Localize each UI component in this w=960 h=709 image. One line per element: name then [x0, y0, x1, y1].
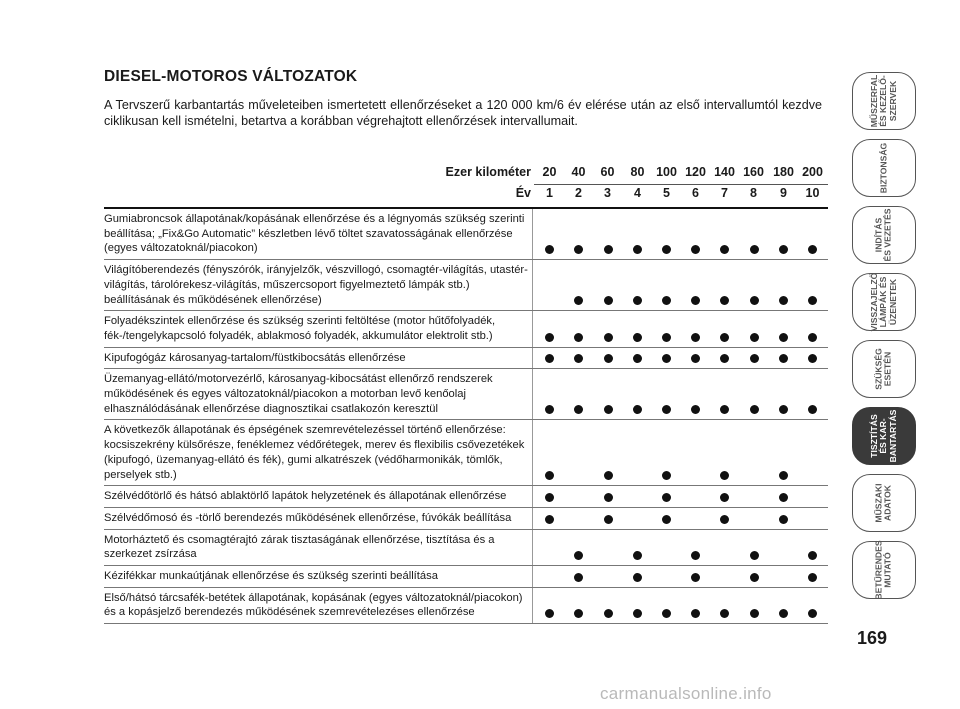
table-row: [104, 508, 828, 530]
table-row: [104, 209, 828, 260]
check-dot: [604, 333, 613, 342]
check-dot: [545, 515, 554, 524]
column-divider: [532, 486, 533, 507]
column-divider: [532, 566, 533, 587]
chapter-tab[interactable]: [852, 72, 916, 130]
check-dot: [604, 515, 613, 524]
column-divider: [532, 348, 533, 369]
maintenance-item: Kézifékkar munkaútjának ellenőrzése és szükség szerinti beállítása: [104, 570, 438, 583]
section-title: DIESEL-MOTOROS VÁLTOZATOK: [104, 68, 358, 85]
check-dot: [691, 354, 700, 363]
check-dot: [691, 245, 700, 254]
check-dot: [720, 296, 729, 305]
check-dot: [604, 354, 613, 363]
check-dot: [604, 471, 613, 480]
interval-marks: [534, 369, 828, 419]
chapter-tab-label: TISZTÍTÁS ÉS KAR- BANTARTÁS: [868, 409, 898, 463]
check-dot: [662, 296, 671, 305]
interval-marks: [534, 348, 828, 369]
check-dot: [662, 245, 671, 254]
check-dot: [779, 405, 788, 414]
interval-marks: [534, 260, 828, 310]
km-header-cell: 140: [714, 165, 735, 179]
check-dot: [808, 405, 817, 414]
km-header-row: [104, 163, 828, 184]
check-dot: [720, 245, 729, 254]
column-divider: [532, 530, 533, 565]
maintenance-item: Gumiabroncsok állapotának/kopásának ellenőrzése és a légnyomás szükség szerinti beállítása; „Fix&Go Automatic” készletben lévő töltet szavatosságának ellenőrzése (egyes változatoknál/piacokon): [104, 213, 525, 255]
check-dot: [604, 296, 613, 305]
check-dot: [750, 573, 759, 582]
maintenance-item: Motorháztető és csomagtérajtó zárak tisztaságának ellenőrzése, tisztítása és a szerkezet zsírzása: [104, 533, 495, 561]
check-dot: [691, 551, 700, 560]
check-dot: [808, 333, 817, 342]
check-dot: [574, 296, 583, 305]
check-dot: [720, 609, 729, 618]
year-header-cell: 8: [750, 186, 757, 200]
check-dot: [720, 333, 729, 342]
check-dot: [750, 405, 759, 414]
check-dot: [662, 493, 671, 502]
chapter-tab-label: BIZTONSÁG: [878, 142, 889, 194]
table-row: [104, 311, 828, 347]
year-header-row: [104, 184, 828, 205]
year-header-cells: [534, 184, 828, 205]
km-header-cell: 200: [802, 165, 823, 179]
check-dot: [808, 296, 817, 305]
page-number: 169: [857, 628, 888, 648]
check-dot: [750, 296, 759, 305]
check-dot: [750, 551, 759, 560]
intro-paragraph: A Tervszerű karbantartás műveleteiben ismertetett ellenőrzéseket a 120 000 km/6 év elérése után az első intervallumtól kezdve ciklikusan kell ismételni, betartva a korábban végrehajtott ellenőrzések intervallumait.: [104, 98, 822, 128]
column-divider: [532, 588, 533, 623]
chapter-tab-label: INDÍTÁS ÉS VEZETÉS: [873, 208, 893, 262]
check-dot: [633, 296, 642, 305]
check-dot: [779, 296, 788, 305]
check-dot: [574, 354, 583, 363]
chapter-tab[interactable]: [852, 206, 916, 264]
km-header-cell: 80: [630, 165, 645, 179]
km-header-label: Ezer kilométer: [445, 165, 531, 179]
column-divider: [532, 209, 533, 259]
check-dot: [633, 354, 642, 363]
interval-marks: [534, 566, 828, 587]
check-dot: [808, 354, 817, 363]
check-dot: [691, 333, 700, 342]
check-dot: [633, 609, 642, 618]
chapter-tab[interactable]: [852, 541, 916, 599]
table-row: [104, 530, 828, 566]
check-dot: [604, 245, 613, 254]
check-dot: [750, 333, 759, 342]
check-dot: [808, 573, 817, 582]
maintenance-item: Első/hátsó tárcsafék-betétek állapotának, kopásának (egyes változatoknál/piacokon) és a kopásjelző berendezés működésének szemrevételezéses ellenőrzése: [104, 591, 523, 619]
km-header-cell: 60: [600, 165, 615, 179]
check-dot: [545, 333, 554, 342]
interval-marks: [534, 486, 828, 507]
column-divider: [532, 311, 533, 346]
year-header-cell: 2: [575, 186, 582, 200]
check-dot: [691, 296, 700, 305]
check-dot: [779, 493, 788, 502]
check-dot: [779, 471, 788, 480]
check-dot: [750, 354, 759, 363]
table-row: [104, 566, 828, 588]
check-dot: [545, 405, 554, 414]
check-dot: [720, 405, 729, 414]
km-header-cell: 40: [571, 165, 586, 179]
check-dot: [545, 609, 554, 618]
check-dot: [691, 609, 700, 618]
check-dot: [808, 245, 817, 254]
check-dot: [662, 354, 671, 363]
year-header-cell: 7: [721, 186, 728, 200]
chapter-tab[interactable]: [852, 139, 916, 197]
table-row: [104, 420, 828, 486]
year-header-cell: 1: [546, 186, 553, 200]
km-header-cell: 160: [743, 165, 764, 179]
check-dot: [633, 245, 642, 254]
year-header-cell: 3: [604, 186, 611, 200]
year-header-cell: 5: [663, 186, 670, 200]
check-dot: [779, 354, 788, 363]
km-header-cell: 20: [542, 165, 557, 179]
check-dot: [574, 609, 583, 618]
check-dot: [662, 333, 671, 342]
chapter-tab-label: BETŰRENDES MUTATÓ: [873, 540, 893, 600]
table-row: [104, 486, 828, 508]
check-dot: [662, 609, 671, 618]
check-dot: [662, 515, 671, 524]
interval-marks: [534, 530, 828, 565]
check-dot: [633, 551, 642, 560]
chapter-tab-label: SZÜKSÉG ESETÉN: [873, 348, 893, 390]
check-dot: [779, 609, 788, 618]
check-dot: [691, 405, 700, 414]
maintenance-item: Világítóberendezés (fényszórók, irányjelzők, vészvillogó, csomagtér-világítás, utastér-világítás, tárolórekesz-világítás, műszercsoport figyelmeztető lámpák stb.) beállításának és működésének ellenőrzése): [104, 264, 528, 306]
km-header-cell: 180: [773, 165, 794, 179]
check-dot: [720, 471, 729, 480]
year-header-label: Év: [515, 186, 531, 200]
chapter-tab-label: MŰSZERFAL ÉS KEZELŐ- SZERVEK: [868, 74, 898, 128]
year-header-cell: 9: [780, 186, 787, 200]
chapter-tab[interactable]: [852, 340, 916, 398]
check-dot: [779, 333, 788, 342]
check-dot: [779, 245, 788, 254]
year-header-cell: 6: [692, 186, 699, 200]
column-divider: [532, 369, 533, 419]
check-dot: [545, 493, 554, 502]
maintenance-item: Kipufogógáz károsanyag-tartalom/füstkibocsátás ellenőrzése: [104, 351, 406, 364]
maintenance-item: Szélvédőtörlő és hátsó ablaktörlő lapátok helyzetének és állapotának ellenőrzése: [104, 490, 507, 503]
check-dot: [720, 515, 729, 524]
check-dot: [720, 493, 729, 502]
table-row: [104, 260, 828, 311]
check-dot: [779, 515, 788, 524]
check-dot: [604, 609, 613, 618]
year-header-cell: 4: [634, 186, 641, 200]
check-dot: [545, 354, 554, 363]
check-dot: [750, 245, 759, 254]
interval-marks: [534, 588, 828, 623]
check-dot: [545, 471, 554, 480]
maintenance-item: Üzemanyag-ellátó/motorvezérlő, károsanyag-kibocsátást ellenőrző rendszerek működésének és egyes változatoknál/piacokon a motorban levő kenőolaj elhasználódásának ellenőrzése diagnosztikai csatlakozón keresztül: [104, 373, 493, 415]
maintenance-item: Szélvédőmosó és -törlő berendezés működésének ellenőrzése, fúvókák beállítása: [104, 511, 512, 524]
km-header-cell: 100: [656, 165, 677, 179]
chapter-tab-label: VISSZAJELZŐ LÁMPÁK ÉS ÜZENETEK: [868, 272, 898, 332]
check-dot: [574, 573, 583, 582]
check-dot: [808, 551, 817, 560]
check-dot: [633, 333, 642, 342]
column-divider: [532, 260, 533, 310]
interval-marks: [534, 420, 828, 485]
check-dot: [808, 609, 817, 618]
watermark: carmanualsonline.info: [600, 684, 772, 703]
interval-marks: [534, 209, 828, 259]
check-dot: [604, 493, 613, 502]
maintenance-table: [104, 163, 828, 624]
check-dot: [750, 609, 759, 618]
check-dot: [545, 245, 554, 254]
chapter-tab[interactable]: [852, 273, 916, 331]
interval-marks: [534, 311, 828, 346]
check-dot: [633, 573, 642, 582]
year-header-cell: 10: [805, 186, 820, 200]
check-dot: [633, 405, 642, 414]
check-dot: [662, 405, 671, 414]
km-header-cells: [534, 163, 828, 185]
chapter-tab-label: MŰSZAKI ADATOK: [873, 483, 893, 523]
check-dot: [720, 354, 729, 363]
table-row: [104, 348, 828, 370]
maintenance-item: Folyadékszintek ellenőrzése és szükség szerinti feltöltése (motor hűtőfolyadék, fék-/tengelykapcsoló folyadék, ablakmosó folyadék, akkumulátor elektrolit stb.): [104, 315, 496, 342]
table-body: [104, 209, 828, 624]
column-divider: [532, 508, 533, 529]
chapter-tab[interactable]: [852, 407, 916, 465]
interval-marks: [534, 508, 828, 529]
column-divider: [532, 420, 533, 485]
check-dot: [574, 333, 583, 342]
table-row: [104, 588, 828, 624]
check-dot: [574, 245, 583, 254]
check-dot: [574, 551, 583, 560]
chapter-tab[interactable]: [852, 474, 916, 532]
table-row: [104, 369, 828, 420]
maintenance-item: A következők állapotának és épségének szemrevételezéssel történő ellenőrzése: kocsiszekrény külsőrésze, fenéklemez védőrétegek, merev és flexibilis csővezetékek (kipufogó, üzemanyag-ellátó és fék), gumi alkatrészek (védőharmonikák, tömlők, perselyek stb.): [104, 424, 525, 481]
check-dot: [604, 405, 613, 414]
check-dot: [691, 573, 700, 582]
check-dot: [662, 471, 671, 480]
check-dot: [574, 405, 583, 414]
km-header-cell: 120: [685, 165, 706, 179]
